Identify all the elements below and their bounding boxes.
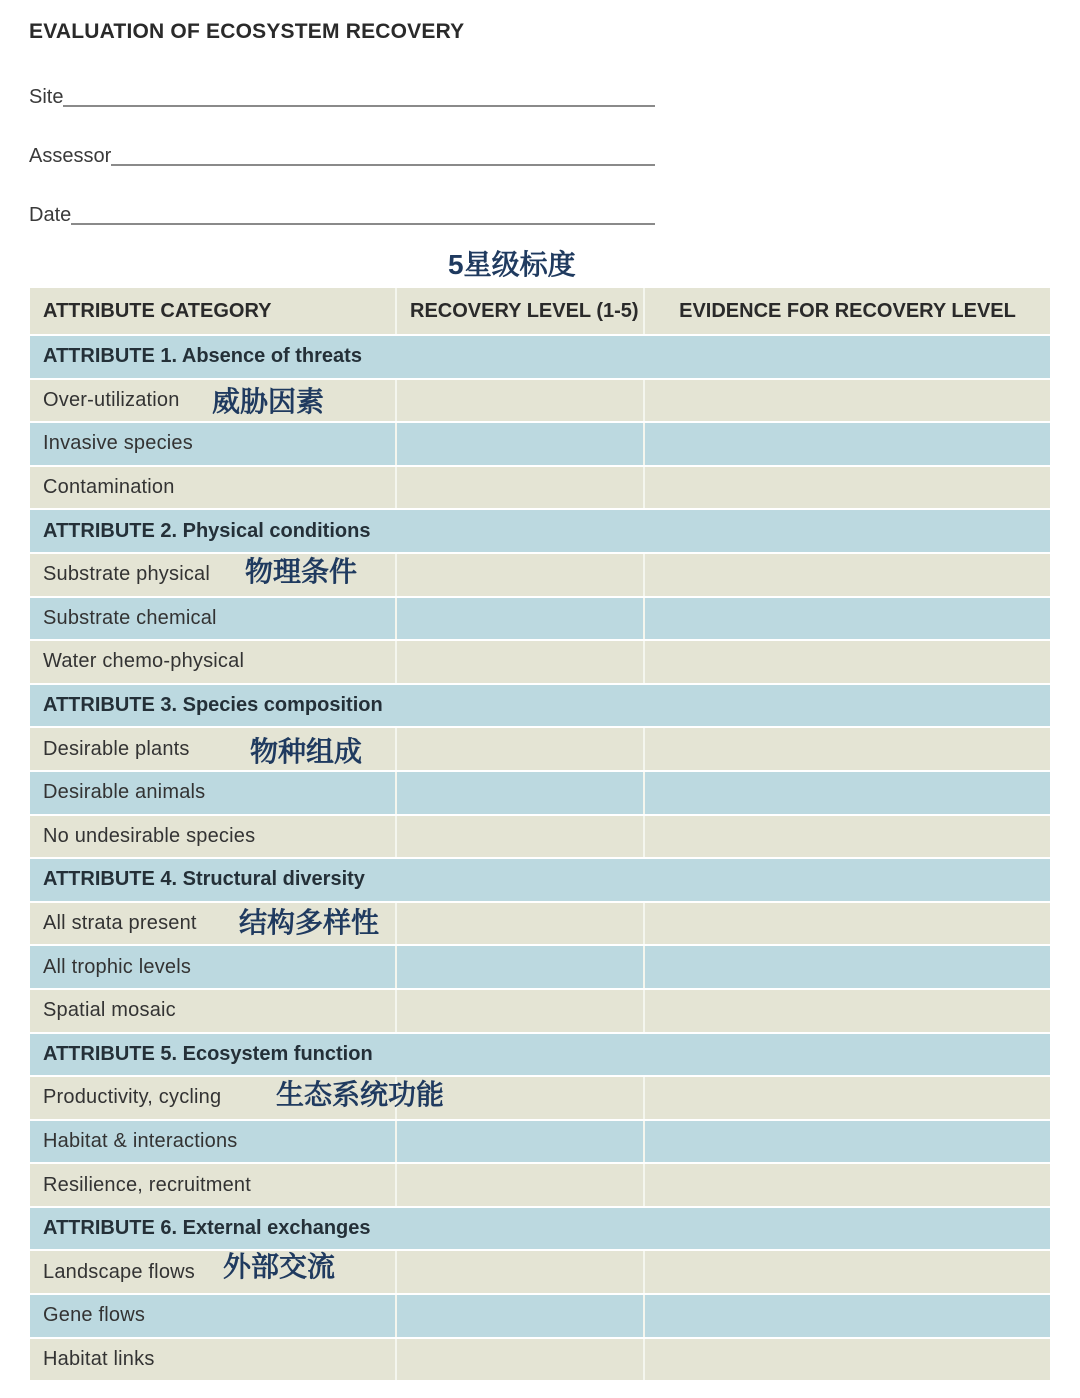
evidence-cell[interactable]: [643, 641, 1050, 683]
recovery-level-cell[interactable]: [395, 554, 643, 596]
table-row: [30, 990, 1050, 1032]
item-label: Desirable plants: [43, 737, 190, 760]
evidence-cell[interactable]: [643, 1295, 1050, 1337]
recovery-level-cell[interactable]: [395, 816, 643, 858]
evidence-cell[interactable]: [643, 1251, 1050, 1293]
item-label: Habitat & interactions: [43, 1129, 238, 1152]
item-label: Water chemo-physical: [43, 650, 245, 673]
document-title: EVALUATION OF ECOSYSTEM RECOVERY: [29, 20, 465, 43]
evidence-cell[interactable]: [643, 903, 1050, 945]
table-row: [30, 1164, 1050, 1206]
recovery-level-cell[interactable]: [395, 1251, 643, 1293]
chinese-annotation: 物种组成: [250, 736, 363, 768]
table-row: [30, 903, 1050, 945]
attribute-title: ATTRIBUTE 1. Absence of threats: [43, 345, 362, 368]
item-label: Landscape flows: [43, 1260, 195, 1283]
attribute-header-row: [30, 1208, 1050, 1250]
attribute-header-row: [30, 336, 1050, 378]
table-row: [30, 946, 1050, 988]
recovery-level-cell[interactable]: [395, 1121, 643, 1163]
attribute-title: ATTRIBUTE 2. Physical conditions: [43, 519, 371, 542]
site-input-line[interactable]: [63, 105, 655, 107]
evidence-cell[interactable]: [643, 1339, 1050, 1381]
table-row: [30, 1251, 1050, 1293]
table-row: [30, 1339, 1050, 1381]
table-row: [30, 423, 1050, 465]
recovery-level-cell[interactable]: [395, 728, 643, 770]
chinese-annotation: 结构多样性: [239, 906, 380, 938]
attribute-header-row: [30, 685, 1050, 727]
table-row: [30, 1077, 1050, 1119]
recovery-level-cell[interactable]: [395, 1164, 643, 1206]
evidence-cell[interactable]: [643, 1164, 1050, 1206]
recovery-level-cell[interactable]: [395, 772, 643, 814]
evidence-cell[interactable]: [643, 1121, 1050, 1163]
item-label: Over-utilization: [43, 388, 180, 411]
evidence-cell[interactable]: [643, 946, 1050, 988]
assessor-field[interactable]: [29, 139, 655, 169]
item-label: Contamination: [43, 476, 175, 499]
item-label: All strata present: [43, 912, 197, 935]
evidence-cell[interactable]: [643, 598, 1050, 640]
date-input-line[interactable]: [71, 223, 655, 225]
attribute-title: ATTRIBUTE 5. Ecosystem function: [43, 1042, 373, 1065]
attribute-title: ATTRIBUTE 6. External exchanges: [43, 1217, 371, 1240]
recovery-level-cell[interactable]: [395, 423, 643, 465]
site-label: Site: [29, 86, 64, 108]
item-label: Desirable animals: [43, 781, 206, 804]
site-field[interactable]: [29, 80, 655, 110]
recovery-level-cell[interactable]: [395, 946, 643, 988]
evidence-cell[interactable]: [643, 816, 1050, 858]
item-label: Productivity, cycling: [43, 1086, 222, 1109]
table-row: [30, 641, 1050, 683]
item-label: Substrate physical: [43, 563, 211, 586]
chinese-annotation: 外部交流: [223, 1251, 336, 1283]
evidence-cell[interactable]: [643, 554, 1050, 596]
table-row: [30, 1295, 1050, 1337]
item-label: No undesirable species: [43, 824, 256, 847]
evidence-cell[interactable]: [643, 380, 1050, 422]
recovery-level-cell[interactable]: [395, 467, 643, 509]
item-label: Substrate chemical: [43, 606, 217, 629]
item-label: Gene flows: [43, 1304, 146, 1327]
item-label: Resilience, recruitment: [43, 1173, 252, 1196]
table-row: [30, 1121, 1050, 1163]
attribute-title: ATTRIBUTE 4. Structural diversity: [43, 868, 365, 891]
evidence-cell[interactable]: [643, 423, 1050, 465]
table-header-row: [30, 288, 1050, 334]
recovery-level-cell[interactable]: [395, 990, 643, 1032]
evidence-cell[interactable]: [643, 772, 1050, 814]
table-row: [30, 598, 1050, 640]
table-row: [30, 467, 1050, 509]
recovery-level-cell[interactable]: [395, 903, 643, 945]
assessor-label: Assessor: [29, 145, 112, 167]
item-label: All trophic levels: [43, 955, 192, 978]
evidence-cell[interactable]: [643, 728, 1050, 770]
recovery-table: [30, 288, 1050, 1382]
recovery-level-cell[interactable]: [395, 641, 643, 683]
item-label: Spatial mosaic: [43, 999, 176, 1022]
assessor-input-line[interactable]: [111, 164, 655, 166]
attribute-header-row: [30, 510, 1050, 552]
table-row: [30, 380, 1050, 422]
recovery-level-cell[interactable]: [395, 380, 643, 422]
chinese-annotation: 物理条件: [245, 555, 358, 587]
column-header-attribute-category: ATTRIBUTE CATEGORY: [43, 299, 272, 322]
column-header-recovery-level: RECOVERY LEVEL (1-5): [395, 288, 643, 334]
date-label: Date: [29, 204, 72, 226]
table-row: [30, 772, 1050, 814]
scale-annotation: 5星级标度: [448, 249, 576, 280]
table-row: [30, 728, 1050, 770]
item-label: Invasive species: [43, 432, 193, 455]
column-header-evidence: EVIDENCE FOR RECOVERY LEVEL: [643, 288, 1050, 334]
recovery-level-cell[interactable]: [395, 598, 643, 640]
attribute-title: ATTRIBUTE 3. Species composition: [43, 694, 383, 717]
recovery-level-cell[interactable]: [395, 1295, 643, 1337]
evidence-cell[interactable]: [643, 990, 1050, 1032]
attribute-header-row: [30, 1034, 1050, 1076]
date-field[interactable]: [29, 198, 655, 228]
attribute-header-row: [30, 859, 1050, 901]
chinese-annotation: 威胁因素: [212, 385, 325, 417]
evidence-cell[interactable]: [643, 1077, 1050, 1119]
chinese-annotation: 生态系统功能: [276, 1079, 445, 1111]
table-row: [30, 816, 1050, 858]
recovery-level-cell[interactable]: [395, 1339, 643, 1381]
item-label: Habitat links: [43, 1347, 155, 1370]
table-row: [30, 554, 1050, 596]
evidence-cell[interactable]: [643, 467, 1050, 509]
